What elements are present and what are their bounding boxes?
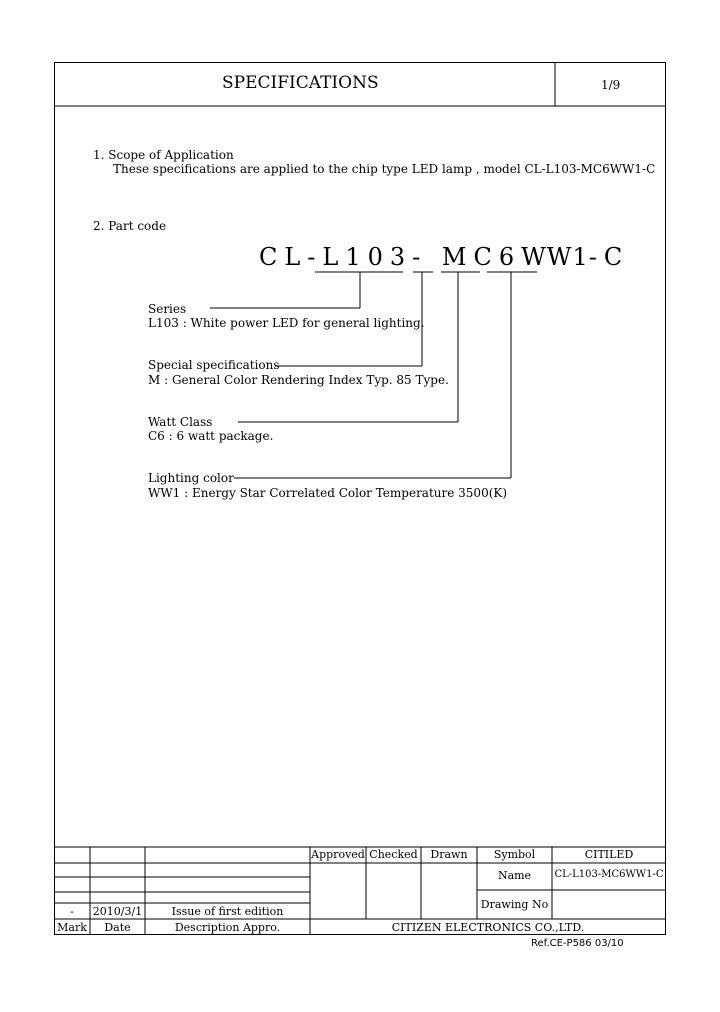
name-label: Name: [497, 869, 532, 882]
series-label: Series: [148, 302, 187, 316]
approved-header: Approved: [311, 848, 365, 861]
symbol-header: Symbol: [493, 848, 536, 861]
code-color: WW1: [521, 243, 589, 271]
drawn-header: Drawn: [430, 848, 468, 861]
company-name: CITIZEN ELECTRONICS CO.,LTD.: [391, 921, 585, 934]
mark-header: Mark: [57, 921, 87, 934]
symbol-value: CITILED: [584, 848, 634, 861]
code-watt: C6: [473, 243, 522, 271]
watt-desc: C6 : 6 watt package.: [148, 429, 274, 443]
reference-number: Ref.CE-P586 03/10: [531, 938, 624, 949]
code-sep: -: [412, 243, 428, 271]
watt-label: Watt Class: [148, 415, 213, 429]
color-desc: WW1 : Energy Star Correlated Color Temperature 3500(K): [148, 486, 508, 500]
section-1-text: These specifications are applied to the chip type LED lamp , model CL-L103-MC6WW1-C: [113, 162, 656, 176]
part-code: [259, 243, 629, 271]
code-suffix: -C: [588, 243, 630, 271]
page-number: 1/9: [601, 78, 621, 92]
code-special: M: [441, 243, 474, 271]
name-value: CL-L103-MC6WW1-C: [554, 869, 664, 880]
revision-date: 2010/3/1: [92, 905, 143, 918]
special-label: Special specifications: [148, 358, 280, 372]
drawing-no-label: Drawing No: [480, 898, 549, 911]
revision-mark: -: [70, 905, 74, 918]
section-1-heading: 1. Scope of Application: [93, 148, 234, 162]
code-prefix: CL-: [259, 243, 323, 271]
color-label: Lighting color: [148, 471, 234, 485]
section-2-heading: 2. Part code: [93, 219, 167, 233]
date-header: Date: [104, 921, 131, 934]
revision-description: Issue of first edition: [171, 905, 284, 918]
special-desc: M : General Color Rendering Index Typ. 85 Type.: [148, 373, 449, 387]
series-desc: L103 : White power LED for general lighting.: [148, 316, 425, 330]
checked-header: Checked: [369, 848, 418, 861]
description-header: Description Appro.: [174, 921, 281, 934]
code-series: L103: [322, 243, 413, 271]
page-title: SPECIFICATIONS: [222, 73, 379, 93]
